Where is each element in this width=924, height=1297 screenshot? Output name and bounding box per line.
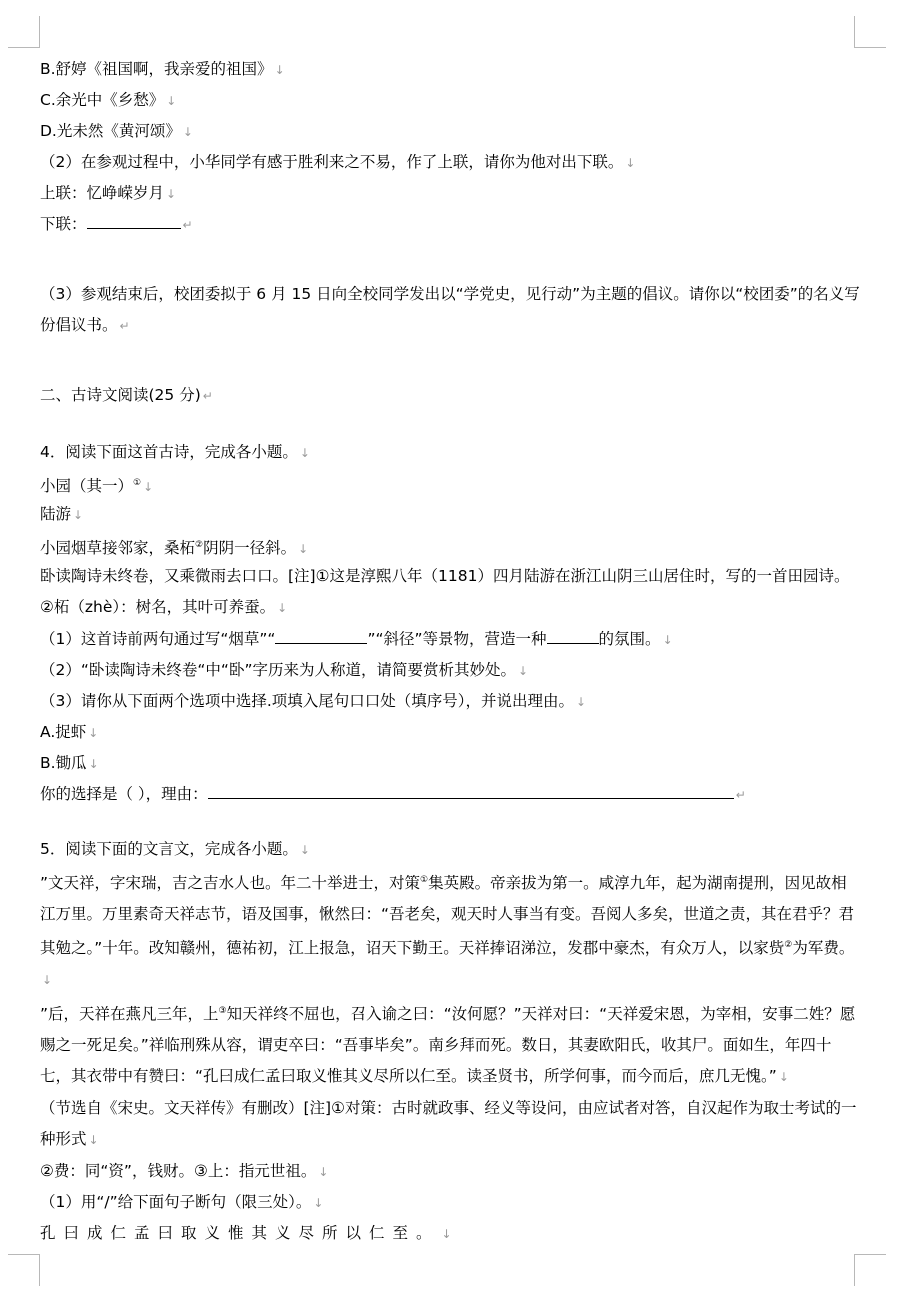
option-a-line: A.捉虾 ↓ [40, 723, 99, 741]
question-4-2: （2）“卧读陶诗未终卷“中“卧”字历来为人称道，请简要赏析其妙处。 ↓ [40, 661, 529, 679]
passage-note-2: ②费：同“资”，钱财。③上：指元世祖。 ↓ [40, 1162, 329, 1181]
question-5-1: （1）用“/”给下面句子断句（限三处）。 ↓ [40, 1193, 324, 1212]
crop-mark-top-right [850, 0, 924, 48]
section-2-heading: 二、古诗文阅读(25 分) ↵ [40, 386, 213, 404]
option-b-line-2: B.锄瓜 ↓ [40, 754, 99, 772]
document-body [40, 54, 860, 1249]
passage-paragraph-2: ”后，天祥在燕凡三年，上③知天祥终不屈也，召入谕之曰：“汝何愿？”天祥对曰：“天祥爱宋恩，为宰相，安事二姓？愿赐之一死足矣。”祥临刑殊从容，谓吏卒曰：“吾事毕矣”。南乡拜而死。数日，其妻欧阳氏，收其尸。面如生，年四十七，其衣带中有赞曰：“孔曰成仁孟曰取义惟其义尽所以仁至。读圣贤书，所学何事，而今而后，庶几无愧。” ↓ [40, 1005, 856, 1086]
option-d-line: D.光未然《黄河颂》 ↓ [40, 122, 193, 140]
answer-blank [208, 780, 734, 799]
passage-note-1: （节选自《宋史。文天祥传》有删改）[注]①对策：古时就政事、经义等设问，由应试者对答，自汉起作为取士考试的一种形式 ↓ [40, 1099, 857, 1149]
question-3-paragraph: （3）参观结束后，校团委拟于 6 月 15 日向全校同学发出以“学党史，见行动”为主题的倡议。请你以“校团委”的名义写份倡议书。 ↵ [40, 285, 860, 334]
answer-blank [275, 625, 367, 644]
upper-couplet-line: 上联：忆峥嵘岁月 ↓ [40, 184, 177, 202]
option-c-line: C.余光中《乡愁》 ↓ [40, 91, 177, 109]
poem-author: 陆游 ↓ [40, 505, 84, 523]
passage-paragraph-1: ”文天祥，字宋瑞，吉之吉水人也。年二十举进士，对策①集英殿。帝亲拔为第一。咸淳九年，起为湖南提刑，因见故相江万里。万里素奇天祥志节，语及国事，愀然曰：“吾老矣，观天时人事当有变。吾阅人多矣，世道之责，其在君乎？君其勉之。”十年。改知赣州，德祐初，江上报急，诏天下勤王。天祥捧诏涕泣，发郡中豪杰，有众万人，以家赀②为军费。↓ [40, 874, 855, 988]
answer-blank [87, 210, 181, 229]
question-4-1: （1）这首诗前两句通过写“烟草”“ ”“斜径”等景物，营造一种 的氛围。 ↓ [40, 624, 860, 655]
question-5-intro: 5．阅读下面的文言文，完成各小题。 ↓ [40, 840, 310, 858]
lower-couplet-line: 下联： ↵ [40, 209, 860, 240]
poem-line-1: 小园烟草接邻家，桑柘②阴阴一径斜。 ↓ [40, 539, 309, 558]
question-4-intro: 4．阅读下面这首古诗，完成各小题。 ↓ [40, 443, 310, 461]
poem-title: 小园（其一）① ↓ [40, 477, 154, 496]
choice-line: 你的选择是（ ），理由： ↵ [40, 779, 860, 810]
answer-blank [547, 625, 599, 644]
option-b-line: B.舒婷《祖国啊，我亲爱的祖国》 ↓ [40, 60, 285, 78]
question-4-3: （3）请你从下面两个选项中选择.项填入尾句口口处（填序号），并说出理由。 ↓ [40, 692, 587, 710]
poem-line-2-and-notes: 卧读陶诗未终卷，又乘微雨去口口。[注]①这是淳熙八年（1181）四月陆游在浙江山阴三山居住时，写的一首田园诗。②柘（zhè）：树名，其叶可养蚕。 ↓ [40, 567, 850, 616]
crop-mark-bottom-right [850, 1250, 924, 1297]
sentence-to-punctuate: 孔曰成仁孟曰取义惟其义尽所以仁至。 ↓ [40, 1224, 452, 1243]
question-2-line: （2）在参观过程中，小华同学有感于胜利来之不易，作了上联，请你为他对出下联。 ↓ [40, 153, 636, 171]
crop-mark-bottom-left [0, 1250, 40, 1297]
crop-mark-top-left [0, 0, 40, 48]
